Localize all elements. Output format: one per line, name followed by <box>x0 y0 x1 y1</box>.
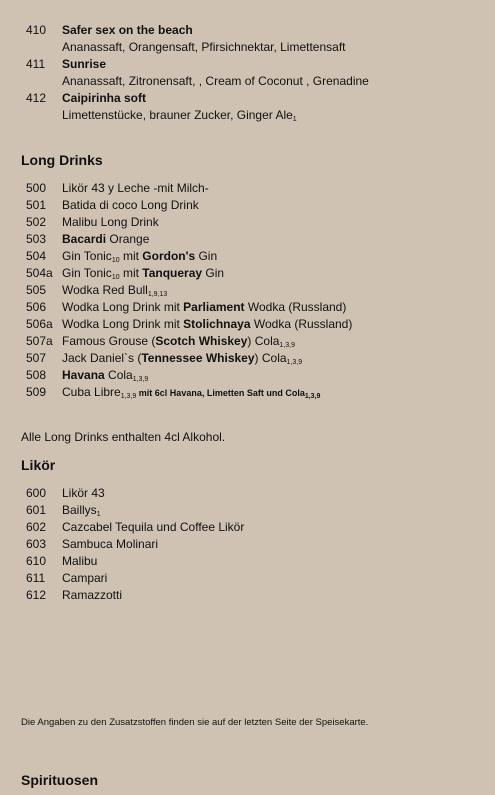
section-heading-long-drinks: Long Drinks <box>21 152 103 168</box>
item-text: Likör 43 <box>62 486 105 500</box>
item-description: Ananassaft, Zitronensaft, , Cream of Coconut , Grenadine <box>62 74 369 88</box>
item-name: Safer sex on the beach <box>62 23 193 37</box>
item-number: 501 <box>26 198 47 212</box>
item-name: Sunrise <box>62 57 107 71</box>
item-text: Malibu Long Drink <box>62 215 159 229</box>
item-number: 506a <box>26 317 53 331</box>
item-number: 505 <box>26 283 47 297</box>
item-text: Batida di coco Long Drink <box>62 198 199 212</box>
item-text: Gin Tonic$_{10}$ mit Tanqueray Gin <box>62 266 225 281</box>
item-text: Bacardi Orange <box>62 232 150 246</box>
long-drinks-note: Alle Long Drinks enthalten 4cl Alkohol. <box>21 430 226 444</box>
item-text: Famous Grouse (Scotch Whiskey) Cola$_{1,3,9}$ <box>62 334 295 349</box>
item-text: Cazcabel Tequila und Coffee Likör <box>62 520 245 534</box>
item-text: Gin Tonic$_{10}$ mit Gordon's Gin <box>62 249 218 264</box>
item-number: 504 <box>26 249 47 263</box>
item-number: 506 <box>26 300 47 314</box>
section-heading-spirituosen: Spirituosen <box>21 772 99 788</box>
item-number: 500 <box>26 181 47 195</box>
item-text: Sambuca Molinari <box>62 537 159 551</box>
item-text: Ramazzotti <box>62 588 123 602</box>
item-number: 610 <box>26 554 47 568</box>
item-number: 600 <box>26 486 47 500</box>
item-number: 612 <box>26 588 47 602</box>
item-description: Ananassaft, Orangensaft, Pfirsichnektar, Limettensaft <box>62 40 346 54</box>
item-name: Caipirinha soft <box>62 91 147 105</box>
item-description: Limettenstücke, brauner Zucker, Ginger Ale$_1$ <box>62 108 297 123</box>
item-number: 509 <box>26 385 47 399</box>
item-number: 502 <box>26 215 47 229</box>
footnote-marker: 1 <box>292 116 297 123</box>
item-number: 508 <box>26 368 47 382</box>
item-text: Likör 43 y Leche -mit Milch- <box>62 181 209 195</box>
item-number: 507a <box>26 334 53 348</box>
item-number: 507 <box>26 351 47 365</box>
item-number: 602 <box>26 520 47 534</box>
item-text: Malibu <box>62 554 98 568</box>
item-text: Wodka Long Drink mit Stolichnaya Wodka (Russland) <box>62 317 353 331</box>
item-number: 503 <box>26 232 47 246</box>
item-number: 504a <box>26 266 53 280</box>
item-number: 410 <box>26 23 47 37</box>
additives-footnote: Die Angaben zu den Zusatzstoffen finden sie auf der letzten Seite der Speisekarte. <box>21 717 369 728</box>
item-text: Baillys$_1$ <box>62 503 101 518</box>
item-text: Campari <box>62 571 108 585</box>
item-number: 411 <box>26 57 46 71</box>
item-number: 412 <box>26 91 47 105</box>
item-text: Wodka Long Drink mit Parliament Wodka (Russland) <box>62 300 347 314</box>
item-text: Wodka Red Bull$_{1,9,13}$ <box>62 283 168 298</box>
section-heading-likoer: Likör <box>21 457 56 473</box>
item-number: 601 <box>26 503 47 517</box>
item-text: Jack Daniel`s (Tennessee Whiskey) Cola$_{1,3,9}$ <box>62 351 303 366</box>
item-text: Havana Cola$_{1,3,9}$ <box>62 368 149 383</box>
item-text: Cuba Libre$_{1,3,9}$ mit 6cl Havana, Limetten Saft und Cola$_{1,3,9}$ <box>62 385 321 400</box>
item-number: 611 <box>26 571 46 585</box>
item-number: 603 <box>26 537 47 551</box>
